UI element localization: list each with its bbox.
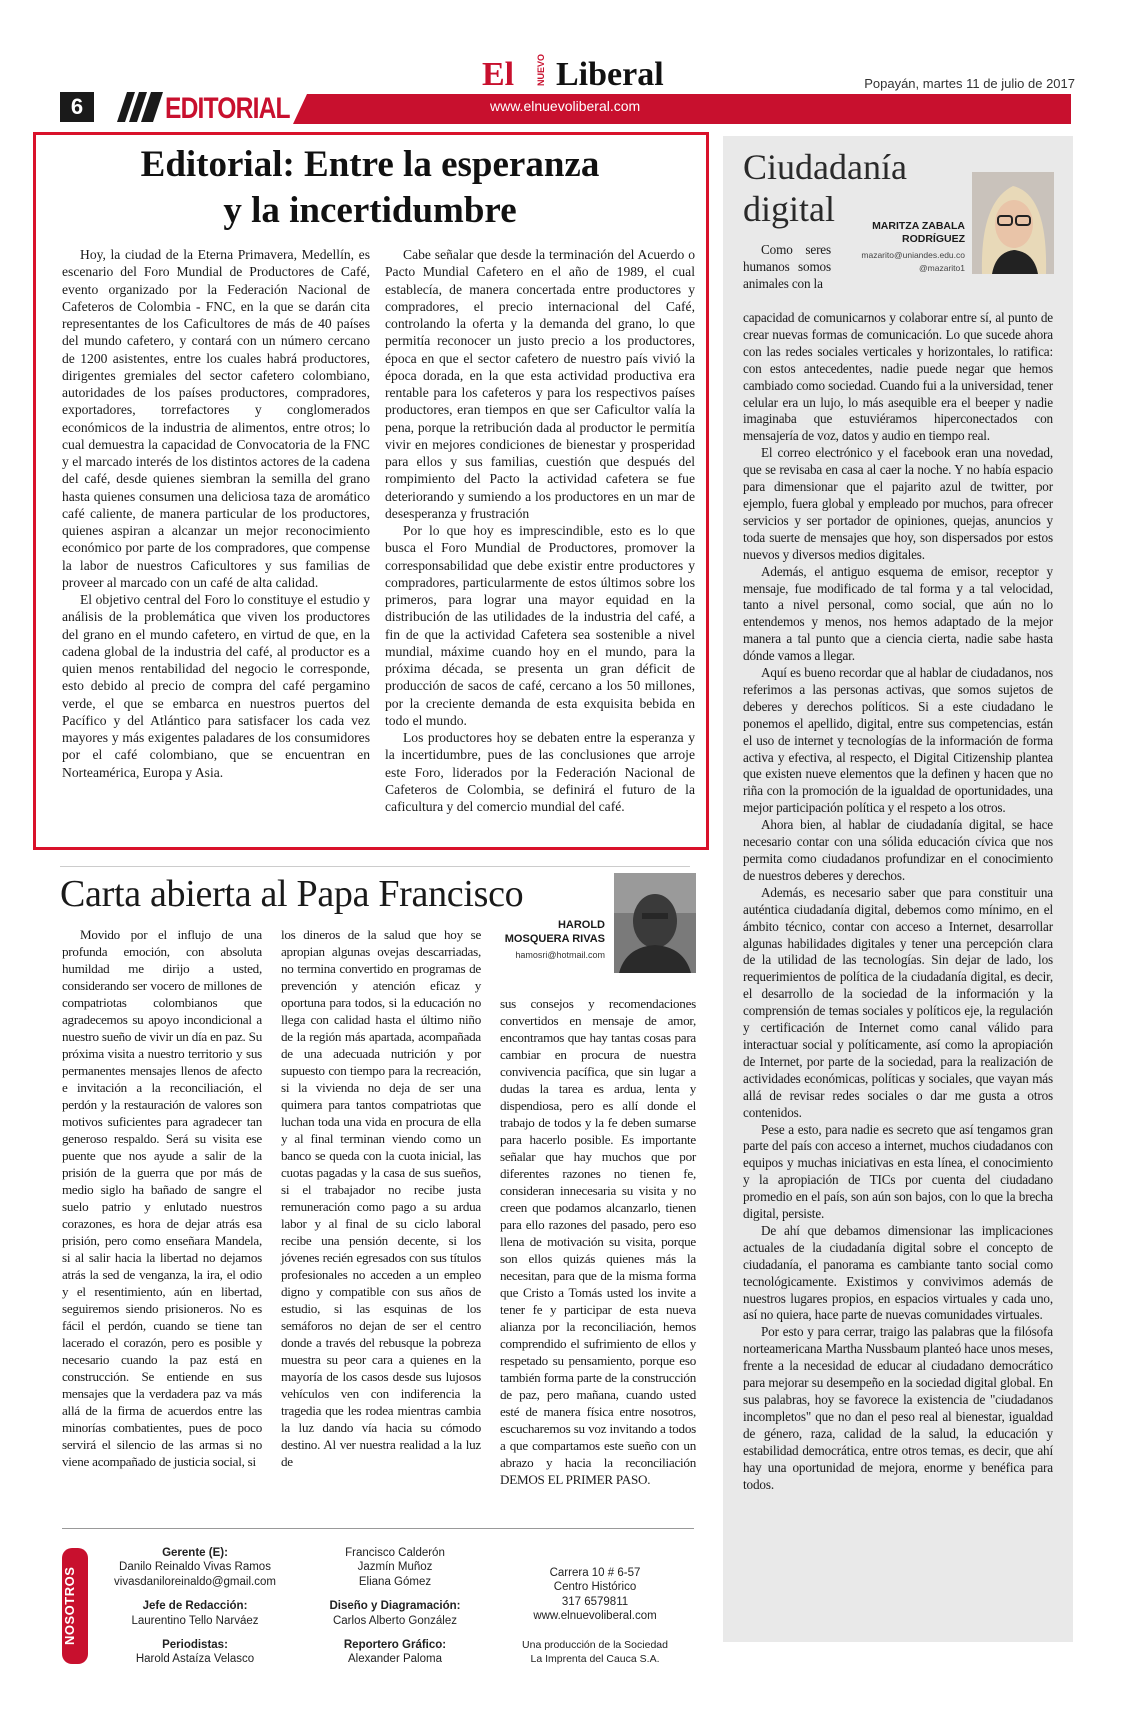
gerente-label: Gerente (E): <box>162 1547 228 1559</box>
section-divider <box>60 866 690 867</box>
phone: 317 6579811 <box>561 1595 629 1608</box>
ciudadania-paragraph: Ahora bien, al hablar de ciudadanía digital, se hace necesario contar con una sólida educación cívica que nos permita como ciudadanos profundizar en el conocimiento de nuestros deberes y derechos. <box>743 817 1053 883</box>
footer-staff-left <box>100 1546 290 1667</box>
header-bar <box>325 94 1071 124</box>
ciudadania-title-line1: Ciudadanía <box>743 147 907 187</box>
nosotros-label: NOSOTROS <box>62 1566 77 1646</box>
ciudadania-author-handle[interactable]: @mazarito1 <box>919 263 965 273</box>
logo-nuevo: NUEVO <box>536 53 546 86</box>
footer-contact <box>510 1566 680 1666</box>
editorial-paragraph: Hoy, la ciudad de la Eterna Primavera, Medellín, es escenario del Foro Mundial de Productores de Café, evento organizado por la Federación Nacional de Cafeteros de Colombia - FNC, en la que se darán cita representantes de los Caficultores de más de 40 países del mundo cafetero, y contará con un número cercano de 1200 asistentes, entre los cuales habrá productores, dirigentes gremiales del sector cafetero colombiano, autoridades de los países productores, compradores, exportadores, torrefactores y conglomerados económicos de la industria de alimentos, entre otros; lo cual demuestra la capacidad de Convocatoria de la FNC y el marcado interés de los distintos actores de la cadena del café, desde quienes siembran la semilla del grano hasta quienes consumen una deliciosa taza de aromático café caliente, de manera particular de los productores, quienes aspiran a alcanzar un mejor reconocimiento económico por parte de los compradores, que compense la labor de nuestros Caficultores y sus familias de proveer al marcado con un café de alta calidad. <box>62 247 370 590</box>
carta-paragraph: Movido por el influjo de una profunda emoción, con absoluta humildad me dirijo a usted, considerando ser vocero de millones de compatriotas colombianos que agradecemos su apoyo incondicional a nuestro sueño de vivir un día en paz. Su próxima visita a nuestro territorio y sus permanentes mensajes llenos de afecto e invitación a la reconciliación, el perdón y la restauración de valores son motivos suficientes para agradecer tan generoso respaldo. Será su visita ese puente que nos ayude a salir de la prisión de la guerra que por más de medio siglo ha bañado de sangre el suelo patrio y enlutado nuestros corazones, es hora de dejar atrás esa prisión, pero como enseñara Mandela, si al salir hacia la libertad no dejamos atrás la sed de venganza, la ira, el odio y el resentimiento, aún en libertad, seguiremos siendo prisioneros. No es fácil el perdón, cuando se tiene tan lacerado el corazón, pero es posible y necesario cuando la paz está en construcción. Se entiende en sus mensajes que la verdadera paz va más allá de la firma de acuerdos entre las minorías combatientes, pues de poco servirá el silencio de las armas si no viene acompañado de justicia social, si <box>62 927 262 1470</box>
reportero-label: Reportero Gráfico: <box>343 1639 447 1652</box>
ciudadania-paragraph: Además, el antiguo esquema de emisor, receptor y mensaje, fue modificado de tal forma y a tal velocidad, tanto a nivel personal, como social, que aún no lo entendemos y menos, nos hemos adaptado de la mejor manera a tal punto que a ciencia cierta, nadie sabe hasta dónde vamos a llegar. <box>743 563 1053 664</box>
ciudadania-author-email[interactable]: mazarito@uniandes.edu.co <box>861 250 965 260</box>
ciudadania-intro <box>743 242 831 293</box>
editorial-paragraph: Los productores hoy se debaten entre la esperanza y la incertidumbre, pues de las conclusiones que arroje este Foro, liderados por la Federación Nacional de Cafeteros de Colombia, se definirá el futuro de la caficultura y del comercio mundial del café. <box>385 730 695 814</box>
site-url[interactable]: www.elnuevoliberal.com <box>490 98 641 114</box>
editorial-title <box>60 142 680 234</box>
carta-paragraph: los dineros de la salud que hoy se apropian algunas ovejas descarriadas, no termina convertido en programas de prevención y atención eficaz y oportuna para todos, si la educación no llega con calidad hasta el último niño de la región más apartada, acompañada de una adecuada nutrición y por supuesto con tiempo para la recreación, si la vivienda no deja de ser una quimera para tantos compatriotas que luchan toda una vida en procura de ella y al final terminan viendo como un banco se queda con la cuota inicial, las cuotas pagadas y la casa de sus sueños, si el trabajador no recibe justa remuneración como pago a su ardua labor y al final de su ciclo laboral recibe una pensión decente, si los jóvenes recién egresados con sus títulos profesionales no acceden a un empleo digno y compatible con sus años de estudio, si las esquinas de los semáforos no dejan de ser el centro donde a través del rebusque la pobreza muestra su peor cara a quienes en la mayoría de los casos desde sus lujosos vehículos ven con indiferencia la tragedia que les rodea mientras cambia la luz dando vía hacia su cómodo destino. Al ver nuestra realidad a la luz de <box>281 927 481 1470</box>
periodistas-label: Periodistas: <box>162 1639 228 1652</box>
reportero-name: Alexander Paloma <box>348 1653 442 1666</box>
ciudadania-author-last: RODRÍGUEZ <box>902 233 965 245</box>
address-line1: Carrera 10 # 6-57 <box>549 1567 641 1579</box>
ciudadania-paragraph: Pese a esto, para nadie es secreto que así tengamos gran parte del país con acceso a internet, muchos ciudadanos con equipos y muchas iniciativas en esta línea, el conocimiento y la apropiación de TICs por cuenta del ciudadano promedio en el país, son aún son bajos, con lo que la brecha digital, persiste. <box>743 1121 1053 1222</box>
carta-author-photo <box>614 873 696 973</box>
carta-title: Carta abierta al Papa Francisco <box>60 873 524 915</box>
page-number: 6 <box>60 92 94 122</box>
dateline: Popayán, martes 11 de julio de 2017 <box>864 76 1075 91</box>
editorial-column-2 <box>385 246 695 815</box>
editorial-paragraph: El objetivo central del Foro lo constituye el estudio y análisis de la problemática que viven los productores del grano en el mundo cafetero, en virtud de que, en la cadena global de la industria del café, al productor es a quien menos rentabilidad del negocio le corresponde, esto debido al precio de compra del café pergamino verde, el que se embarca en nuestros puertos del Pacífico y del Atlántico para satisfacer los cada vez mayores y más exigentes paladares de los consumidores por el café colombiano, que se encuentran en Norteamérica, Europa y Asia. <box>62 592 370 780</box>
production-line2: La Imprenta del Cauca S.A. <box>530 1653 660 1666</box>
ciudadania-paragraph: Además, es necesario saber que para constituir una auténtica ciudadanía digital, debemos como mínimo, en el ámbito técnico, contar con acceso a Internet, desarrollar algunas habilidades digitales y tener una percepción clara de la utilidad de las tecnologías. Sin dejar de lado, los requerimientos de política de la ciudadanía digital, es decir, el desarrollo de la sociedad de la información y la comprensión de temas sociales y políticos eje, la regulación y certificación de Internet como canal válido para interactuar social y políticamente, así como la apropiación de Internet, por parte de la sociedad, para la realización de actividades económicas, políticas y sociales, que vayan más allá de revisar redes sociales o dar me gusta a otros contenidos. <box>743 884 1053 1120</box>
carta-author-first: HAROLD <box>557 919 605 931</box>
section-title: EDITORIAL <box>165 92 290 125</box>
footer-rule <box>62 1528 694 1529</box>
carta-author-email[interactable]: hamosri@hotmail.com <box>515 950 605 960</box>
editorial-paragraph: Cabe señalar que desde la terminación del Acuerdo o Pacto Mundial Cafetero en el año de 1989, el cual establecía, de manera concertada entre productores y compradores, el precio internacional del Café, controlando la oferta y la demanda del grano, lo que permitía reconocer un justo precio a los productores, época en que el sector cafetero de nuestro país vivió la época dorada, en la que esta actividad productiva era rentable para los cafeteros y para los respectivos países productores, eran tiempos en que ser Caficultor valía la pena, porque la retribución dada al productor le permitía vivir en mejores condiciones de bienestar y prosperidad para ellos y sus familias, cuestión que después del rompimiento del Pacto la actividad cafetera se fue deteriorando y sumiendo a los productores en un mar de desesperanza y frustración <box>385 247 695 521</box>
diseno-name: Carlos Alberto González <box>332 1614 457 1627</box>
logo-liberal: Liberal <box>556 56 664 93</box>
jefe-name: Laurentino Tello Narváez <box>131 1614 259 1627</box>
staff-name: Eliana Gómez <box>358 1575 432 1588</box>
ciudadania-body <box>743 310 1053 1493</box>
ciudadania-intro-text: Como seres humanos somos animales con la <box>743 242 831 291</box>
carta-column-3 <box>500 995 696 1488</box>
ciudadania-paragraph: De ahí que debamos dimensionar las implicaciones actuales de la ciudadanía digital sobre el concepto de ciudadanía, el panorama es cambiante tanto social como tecnológicamente. Existimos y convivimos además de nuestros lugares propios, en espacios virtuales y cada uno, así no quiera, hace parte de nuevas comunidades virtuales. <box>743 1222 1053 1323</box>
ciudadania-author-photo <box>972 172 1054 274</box>
staff-name: Jazmín Muñoz <box>357 1561 433 1574</box>
ciudadania-paragraph: capacidad de comunicarnos y colaborar entre sí, al punto de crear nuevas formas de comunicación. Lo que sucede ahora con las redes sociales verticales y horizontales, lo ratifica: con estos antecedentes, nadie puede negar que hemos cambiado como sociedad. Cuando fui a la universidad, tener celular era un lujo, lo más asequible era el beeper y nadie imaginaba que estuviéramos hiperconectados con mensajería de voz, datos y audio en tiempo real. <box>743 310 1053 444</box>
logo-el: El <box>482 56 515 93</box>
address-line2: Centro Histórico <box>553 1581 637 1594</box>
production-line1: Una producción de la Sociedad <box>522 1638 668 1651</box>
ciudadania-author-contact <box>830 249 965 275</box>
ciudadania-title-line2: digital <box>743 189 835 229</box>
gerente-email[interactable]: vivasdaniloreinaldo@gmail.com <box>114 1575 276 1588</box>
ciudadania-title <box>743 146 907 230</box>
editorial-title-line2: y la incertidumbre <box>223 190 517 231</box>
jefe-label: Jefe de Redacción: <box>142 1600 248 1613</box>
editorial-column-1 <box>62 246 370 781</box>
staff-name: Francisco Calderón <box>345 1547 445 1559</box>
footer-web[interactable]: www.elnuevoliberal.com <box>533 1610 657 1623</box>
footer-staff-center <box>310 1546 480 1667</box>
ciudadania-paragraph: Aquí es bueno recordar que al hablar de ciudadanos, nos referimos a las personas activas, que somos sujetos de deberes y derechos políticos. Si a este ciudadano le ponemos el apellido, digital, entre sus competencias, están el uso de internet y tecnologías de la información de forma activa y efectiva, al respecto, el Digital Citizenship plantea que existen nueve elementos que la definen y hacen que no riña con la promoción de la igualdad de oportunidades, una mejor participación política y el respeto a los otros. <box>743 665 1053 816</box>
editorial-title-line1: Editorial: Entre la esperanza <box>140 144 600 185</box>
section-slash-decoration <box>113 90 165 124</box>
ciudadania-paragraph: El correo electrónico y el facebook eran una novedad, que se revisaba en casa al caer la noche. Y no había espacio para dimensionar que el pajarito azul de twitter, por ejemplo, fuera global y empleado por muchos, para ofrecer servicios y ser portador de opiniones, quejas, anuncios y toda suerte de mensajes que hoy, son dispersados por estos nuevos y diversos medios digitales. <box>743 445 1053 562</box>
gerente-name: Danilo Reinaldo Vivas Ramos <box>119 1561 271 1574</box>
ciudadania-author <box>830 220 965 246</box>
carta-author-last: MOSQUERA RIVAS <box>504 933 605 945</box>
diseno-label: Diseño y Diagramación: <box>329 1600 461 1613</box>
periodistas-name: Harold Astaíza Velasco <box>135 1653 255 1666</box>
editorial-paragraph: Por lo que hoy es imprescindible, esto es lo que busca el Foro Mundial de Productores, promover la corresponsabilidad que debe existir entre productores y compradores, particularmente de estos últimos sobre los primeros, para lograr una mayor equidad en la distribución de las utilidades de la industria del café, a fin de que la actividad Cafetera sea sostenible a nivel mundial, máxime cuando hoy en el mundo, para la próxima década, se presenta un gran déficit de producción de sacos de café, cercano a los 50 millones, por la creciente demanda de esta exquisita bebida en todo el mundo. <box>385 523 695 728</box>
carta-paragraph: sus consejos y recomendaciones convertidos en mensaje de amor, encontramos que hay tantas cosas para cambiar en procura de nuestra convivencia pacífica, que sin lugar a dudas la tarea es ardua, lenta y dispendiosa, pero es allí donde el trabajo de todos y la fe deben sumarse para hacerlo posible. Es importante señalar que hay muchos que por diferentes razones no tienen fe, consideran innecesaria su visita y no creen que podamos alcanzarlo, tienen para ello razones del pasado, pero eso llena de motivación su visita, porque son ellos quizás quienes más la necesitan, para que de la misma forma que Cristo a Tomás usted los invite a tener fe y participar de esta nueva alianza por la reconciliación, hemos comprendido el sufrimiento de ellos y respetado su pensamiento, porque eso también forma parte de la construcción de paz, pero mañana, cuando usted esté de manera física entre nosotros, escucharemos su voz invitando a todos a que compartamos este sueño con un abrazo y hacia la reconciliación DEMOS EL PRIMER PASO. <box>500 996 696 1488</box>
ciudadania-paragraph: Por esto y para cerrar, traigo las palabras que la filósofa norteamericana Martha Nussbaum planteó hace unos meses, frente a la necesidad de educar al ciudadano democrático para mejorar su desempeño en la sociedad digital global. En sus palabras, hoy se favorece la existencia de "ciudadanos incompletos" que no dan el peso real al bienestar, igualdad de género, raza, calidad de la salud, la educación y estabilidad democrática, entre otros temas, es decir, que ahí hay una oportunidad de mejora, enorme y benéfica para todos. <box>743 1324 1053 1492</box>
carta-column-2 <box>281 926 481 1471</box>
ciudadania-author-first: MARITZA ZABALA <box>872 220 965 232</box>
carta-column-1 <box>62 926 262 1471</box>
carta-author <box>480 918 605 946</box>
